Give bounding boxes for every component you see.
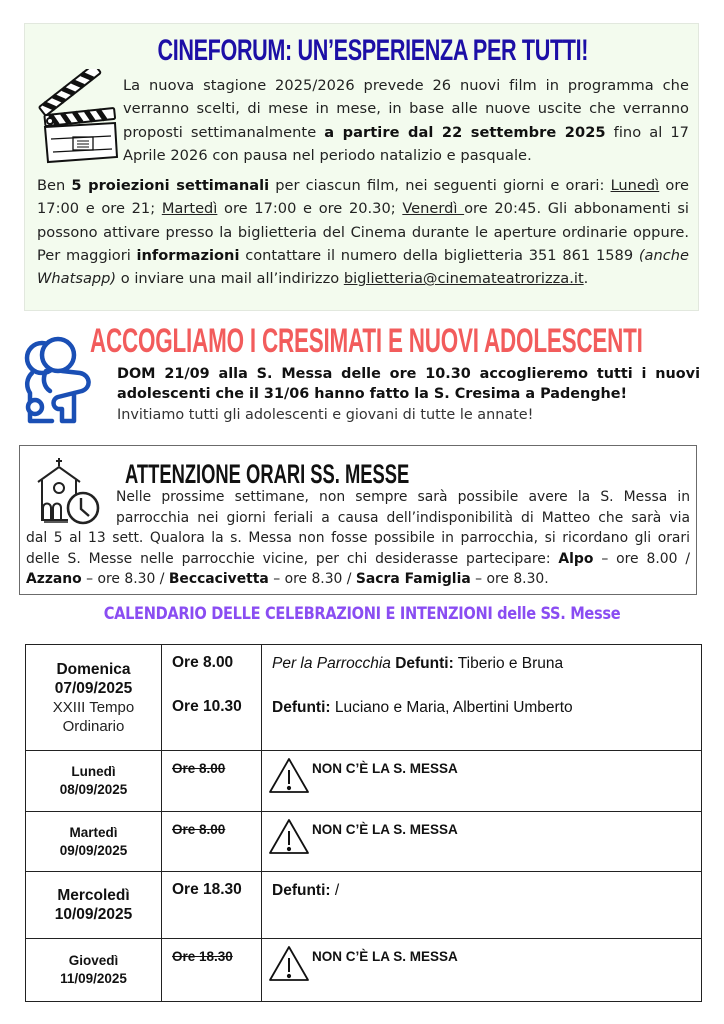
mass-time: Ore 10.30 bbox=[172, 698, 242, 715]
time-cell bbox=[162, 645, 262, 751]
intention bbox=[272, 655, 701, 699]
intro-text-end: fino al 17 Aprile 2026 con pausa nel periodo natalizio e pasquale. bbox=[123, 123, 689, 164]
attenzione-title: ATTENZIONE ORARI SS. MESSE bbox=[125, 459, 410, 489]
warning-icon bbox=[268, 757, 310, 795]
whatsapp-note: (anche Whatsapp) bbox=[37, 246, 689, 288]
day-date: 09/09/2025 bbox=[59, 842, 128, 858]
calendar-title-upper: CALENDARIO DELLE CELEBRAZIONI E INTENZIONI bbox=[103, 604, 498, 624]
intro-text: La nuova stagione 2025/2026 prevede 26 nuovi film in programma che verranno scelti, di mese in mese, in base alle nuove uscite che verranno proposti settimanalmente bbox=[123, 77, 689, 141]
parish-time: – ore 8.00 / bbox=[593, 550, 690, 567]
day-date: 08/09/2025 bbox=[59, 782, 128, 797]
intention-label: Defunti: bbox=[272, 699, 331, 716]
no-mass-notice: NON C’È LA S. MESSA bbox=[312, 822, 458, 837]
hug-icon bbox=[20, 335, 95, 425]
day-friday: Venerdì bbox=[402, 200, 465, 218]
day-name: Lunedì bbox=[71, 764, 116, 779]
cineforum-title: CINEFORUM: UN’ESPERIENZA PER TUTTI! bbox=[157, 34, 589, 67]
day-cell bbox=[26, 751, 162, 812]
time-cell bbox=[162, 939, 262, 1002]
details-text: Ben bbox=[37, 177, 72, 194]
day-name: Domenica bbox=[56, 660, 131, 678]
calendar-title-lower: delle SS. Messe bbox=[497, 604, 621, 624]
period: . bbox=[583, 270, 589, 288]
monday-times: ore 17:00 e ore 21; bbox=[37, 177, 689, 218]
intention-names: Tiberio e Bruna bbox=[453, 655, 564, 672]
notice-cell bbox=[262, 751, 702, 812]
day-cell bbox=[26, 645, 162, 751]
warning-icon bbox=[268, 945, 310, 983]
intention-lead: Per la Parrocchia bbox=[272, 655, 396, 672]
intention-label: Defunti: bbox=[395, 655, 454, 672]
email-link[interactable]: biglietteria@cinemateatrorizza.it bbox=[343, 270, 584, 288]
day-cell bbox=[26, 812, 162, 872]
details-text: per ciascun film, nei seguenti giorni e orari: bbox=[269, 177, 611, 194]
calendar-title bbox=[51, 604, 674, 624]
mass-time: Ore 18.30 bbox=[172, 881, 242, 898]
day-date: 11/09/2025 bbox=[60, 971, 127, 986]
day-tuesday: Martedì bbox=[161, 200, 218, 218]
accogliamo-announcement: DOM 21/09 alla S. Messa delle ore 10.30 accoglieremo tutti i nuovi adolescenti che il 31/06 hanno fatto la S. Cresima a Padenghe! bbox=[117, 366, 700, 403]
liturgical-season: Ordinario bbox=[62, 717, 125, 735]
intention-names: / bbox=[330, 882, 340, 899]
day-name: Giovedì bbox=[68, 953, 119, 968]
day-name: Mercoledì bbox=[57, 887, 130, 904]
day-monday: Lunedì bbox=[610, 177, 660, 194]
day-date: 10/09/2025 bbox=[54, 906, 133, 923]
table-row bbox=[26, 939, 702, 1002]
start-date: a partire dal 22 settembre 2025 bbox=[324, 123, 606, 141]
table-row bbox=[26, 812, 702, 872]
day-name: Martedì bbox=[69, 824, 118, 840]
table-row bbox=[26, 872, 702, 939]
parish-time: – ore 8.30. bbox=[470, 571, 549, 588]
no-mass-notice: NON C’È LA S. MESSA bbox=[312, 761, 458, 776]
alternatives-intro: dal 5 al 13 sett. Qualora la s. Messa non fosse possibile in parrocchia, si ricordano gli orari delle S. Messe nelle parrocchie vicine, per chi desiderasse partecipare: bbox=[26, 530, 690, 567]
cancelled-time: Ore 8.00 bbox=[172, 822, 226, 837]
intention-names: Luciano e Maria, Albertini Umberto bbox=[330, 699, 573, 716]
intention bbox=[272, 882, 701, 926]
day-cell bbox=[26, 939, 162, 1002]
parish-name: Azzano bbox=[26, 571, 82, 588]
parish-time: – ore 8.30 / bbox=[268, 571, 356, 588]
intention bbox=[272, 699, 701, 743]
no-mass-notice: NON C’È LA S. MESSA bbox=[312, 949, 458, 964]
attenzione-section bbox=[19, 445, 697, 595]
cancelled-time: Ore 18.30 bbox=[172, 949, 233, 964]
cineforum-section bbox=[24, 23, 699, 311]
intention-label: Defunti: bbox=[272, 882, 331, 899]
day-date: 07/09/2025 bbox=[54, 679, 133, 697]
cineforum-details bbox=[37, 174, 689, 290]
table-row bbox=[26, 751, 702, 812]
attenzione-text bbox=[26, 487, 690, 590]
phone-text: contattare il numero della biglietteria 351 861 1589 bbox=[239, 246, 639, 264]
notice-cell bbox=[262, 939, 702, 1002]
parish-time: – ore 8.30 / bbox=[81, 571, 169, 588]
time-cell bbox=[162, 872, 262, 939]
day-cell bbox=[26, 872, 162, 939]
cancelled-time: Ore 8.00 bbox=[172, 761, 226, 776]
accogliamo-invite: Invitiamo tutti gli adolescenti e giovani di tutte le annate! bbox=[117, 406, 534, 423]
tuesday-times: ore 17:00 e ore 20.30; bbox=[217, 200, 403, 218]
mass-time: Ore 8.00 bbox=[172, 654, 234, 671]
parish-name: Sacra Famiglia bbox=[355, 571, 471, 588]
cineforum-intro bbox=[123, 74, 689, 167]
time-cell bbox=[162, 751, 262, 812]
info-label: informazioni bbox=[136, 246, 240, 264]
liturgical-week: XXIII Tempo bbox=[52, 698, 135, 716]
table-row bbox=[26, 645, 702, 751]
friday-times: ore 20:45. Gli abbonamenti si possono attivare presso la biglietteria del Cinema durante le aperture ordinarie oppure. Per maggiori bbox=[37, 200, 689, 264]
attenzione-intro: Nelle prossime settimane, non sempre sarà possibile avere la S. Messa in parrocchia nei giorni feriali a causa dell’indisponibilità di Matteo che sarà via bbox=[116, 489, 690, 526]
warning-icon bbox=[268, 818, 310, 856]
attenzione-alternatives bbox=[26, 528, 690, 590]
parish-name: Beccacivetta bbox=[168, 571, 269, 588]
accogliamo-text bbox=[117, 364, 700, 425]
clapperboard-icon bbox=[33, 69, 123, 164]
intentions-cell bbox=[262, 645, 702, 751]
email-intro: o inviare una mail all’indirizzo bbox=[116, 270, 344, 288]
projections-count: 5 proiezioni settimanali bbox=[71, 177, 270, 194]
mass-calendar-table bbox=[25, 644, 702, 1002]
parish-name: Alpo bbox=[558, 550, 594, 567]
notice-cell bbox=[262, 812, 702, 872]
accogliamo-title: ACCOGLIAMO I CRESIMATI E NUOVI ADOLESCENTI bbox=[90, 322, 643, 360]
intentions-cell bbox=[262, 872, 702, 939]
time-cell bbox=[162, 812, 262, 872]
